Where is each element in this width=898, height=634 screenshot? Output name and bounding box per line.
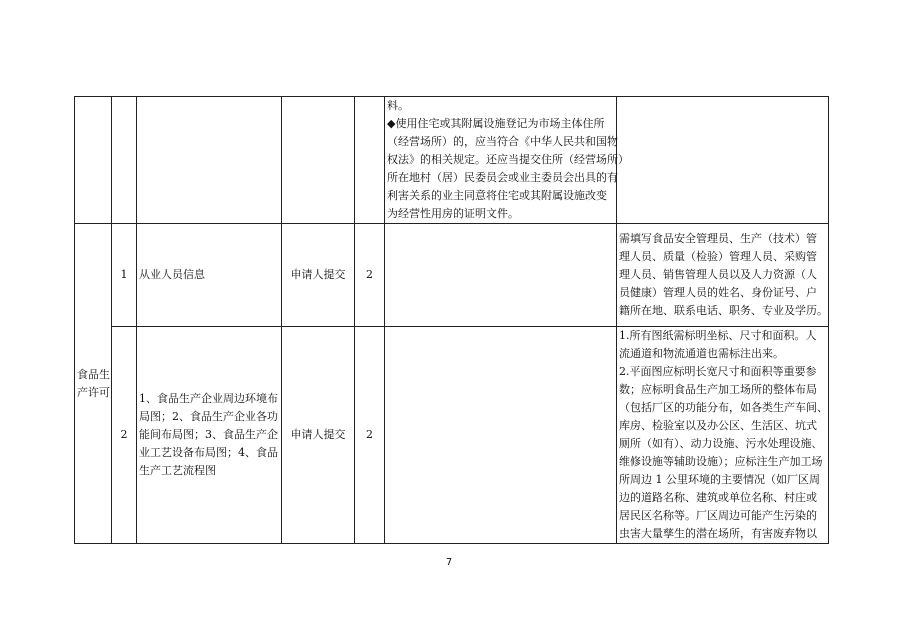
document-table [74,96,829,544]
table-row [75,97,829,224]
source-cell: 申请人提交 [282,327,355,544]
table-row [75,327,829,544]
copies-cell: 2 [355,224,385,327]
source-cell [282,97,355,224]
notes-cell [617,97,829,224]
source-cell: 申请人提交 [282,224,355,327]
copies-cell [355,97,385,224]
index-cell: 2 [112,327,137,544]
category-cell [75,97,112,224]
requirements-cell [385,224,617,327]
requirements-cell [385,327,617,544]
page-number: 7 [445,557,453,568]
index-cell: 1 [112,224,137,327]
notes-cell: 1.所有图纸需标明坐标、尺寸和面积。人 流通道和物流通道也需标注出来。 2.平面图应标明长宽尺寸和面积等重要参 数；应标明食品生产加工场所的整体布局 （包括厂区的功能分布，如各类生产车间、 库房、检验室以及办公区、生活区、坑式 厕所（如有）、动力设施、污水处理设施、 维修设施等辅助设施）；应标注生产加工场 所周边 1 公里环境的主要情况（如厂区周 边的道路名称、建筑或单位名称、村庄或 居民区名称等。厂区周边可能产生污染的 虫害大量孳生的潜在场所，有害废弃物以 [617,327,829,544]
table-row [75,224,829,327]
notes-cell: 需填写食品安全管理员、生产（技术）管 理人员、质量（检验）管理人员、采购管 理人员、销售管理人员以及人力资源（人 员健康）管理人员的姓名、身份证号、户 籍所在地、联系电话、职务、专业及学历。 [617,224,829,327]
material-cell: 1、食品生产企业周边环境布 局图；2、食品生产企业各功 能间布局图；3、食品生产企 业工艺设备布局图；4、食品 生产工艺流程图 [137,327,282,544]
category-cell: 食品生 产许可 [75,224,112,544]
material-cell: 从业人员信息 [137,224,282,327]
copies-cell: 2 [355,327,385,544]
material-cell [137,97,282,224]
index-cell [112,97,137,224]
requirements-cell: 料。 ◆使用住宅或其附属设施登记为市场主体住所 （经营场所）的，应当符合《中华人民共和国物 权法》的相关规定。还应当提交住所（经营场所） 所在地村（居）民委员会或业主委员会出具的有 利害关系的业主同意将住宅或其附属设施改变 为经营性用房的证明文件。 [385,97,617,224]
